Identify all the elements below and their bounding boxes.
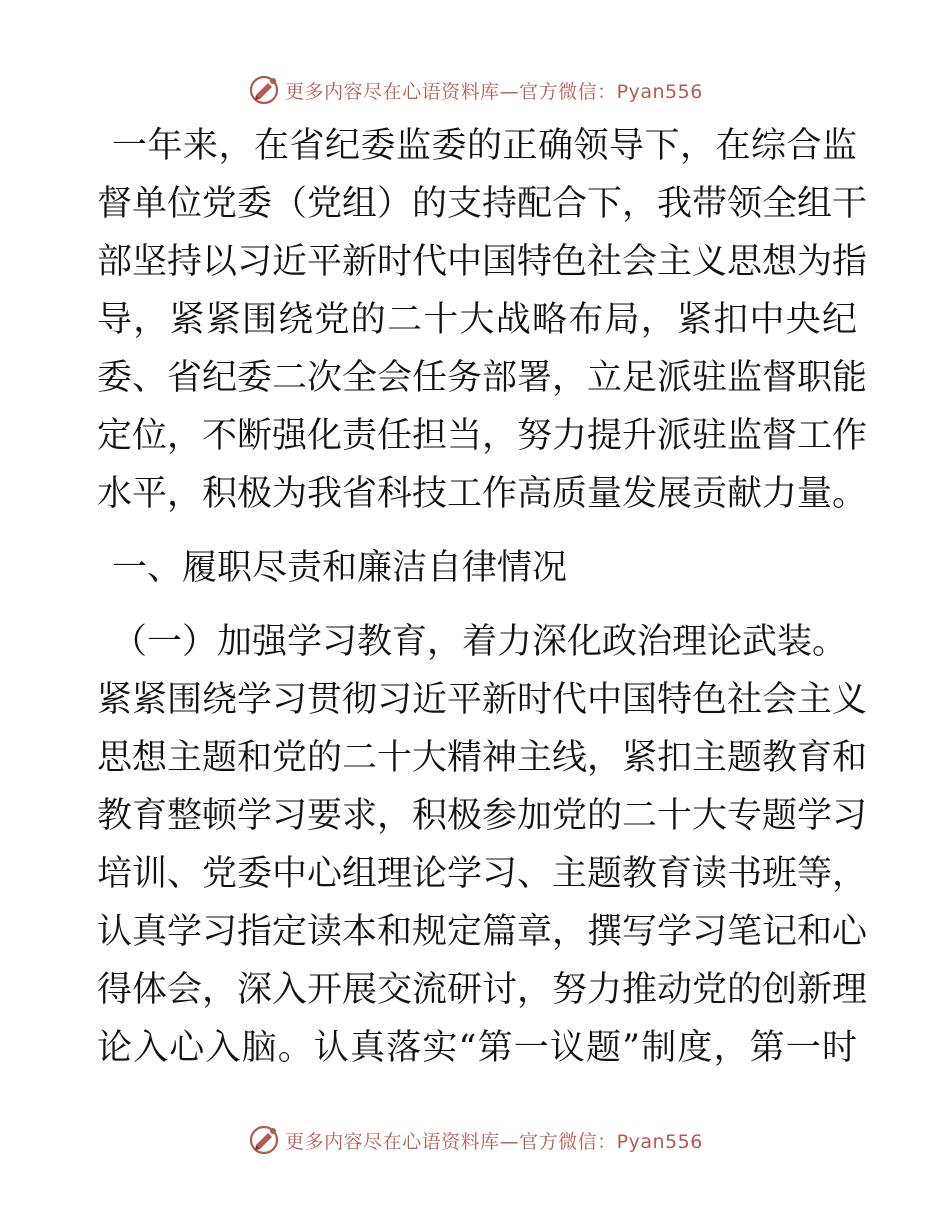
text-line: 督单位党委（党组）的支持配合下，我带领全组干	[97, 184, 868, 224]
text-line: 培训、党委中心组理论学习、主题教育读书班等，	[97, 854, 868, 894]
text-line: 思想主题和党的二十大精神主线，紧扣主题教育和	[97, 738, 868, 778]
text-line: 水平，积极为我省科技工作高质量发展贡献力量。	[97, 474, 868, 514]
heading-line: 一、履职尽责和廉洁自律情况	[112, 548, 568, 588]
text-line: 一年来，在省纪委监委的正确领导下，在综合监	[112, 126, 857, 166]
watermark-text: 更多内容尽在心语资料库—官方微信：Pyan556	[285, 80, 703, 103]
text-line: 委、省纪委二次全会任务部署，立足派驻监督职能	[97, 358, 868, 398]
section-paragraph	[97, 613, 868, 1077]
text-line: 导，紧紧围绕党的二十大战略布局，紧扣中央纪	[97, 300, 857, 340]
section-heading	[97, 539, 857, 597]
watermark-footer	[0, 1122, 950, 1158]
watermark-header	[0, 72, 950, 108]
pen-logo-icon	[247, 1123, 281, 1157]
intro-paragraph	[97, 117, 868, 523]
document-body	[97, 117, 868, 1077]
pen-logo-icon	[247, 73, 281, 107]
subheading-line: （一）加强学习教育，着力深化政治理论武装。	[112, 622, 848, 662]
text-line: 得体会，深入开展交流研讨，努力推动党的创新理	[97, 970, 868, 1010]
text-line: 紧紧围绕学习贯彻习近平新时代中国特色社会主义	[97, 680, 868, 720]
text-line: 论入心入脑。认真落实“第一议题”制度，第一时	[97, 1028, 857, 1068]
watermark-text: 更多内容尽在心语资料库—官方微信：Pyan556	[285, 1130, 703, 1153]
text-line: 定位，不断强化责任担当，努力提升派驻监督工作	[97, 416, 868, 456]
text-line: 认真学习指定读本和规定篇章，撰写学习笔记和心	[97, 912, 868, 952]
text-line: 部坚持以习近平新时代中国特色社会主义思想为指	[97, 242, 868, 282]
text-line: 教育整顿学习要求，积极参加党的二十大专题学习	[97, 796, 868, 836]
